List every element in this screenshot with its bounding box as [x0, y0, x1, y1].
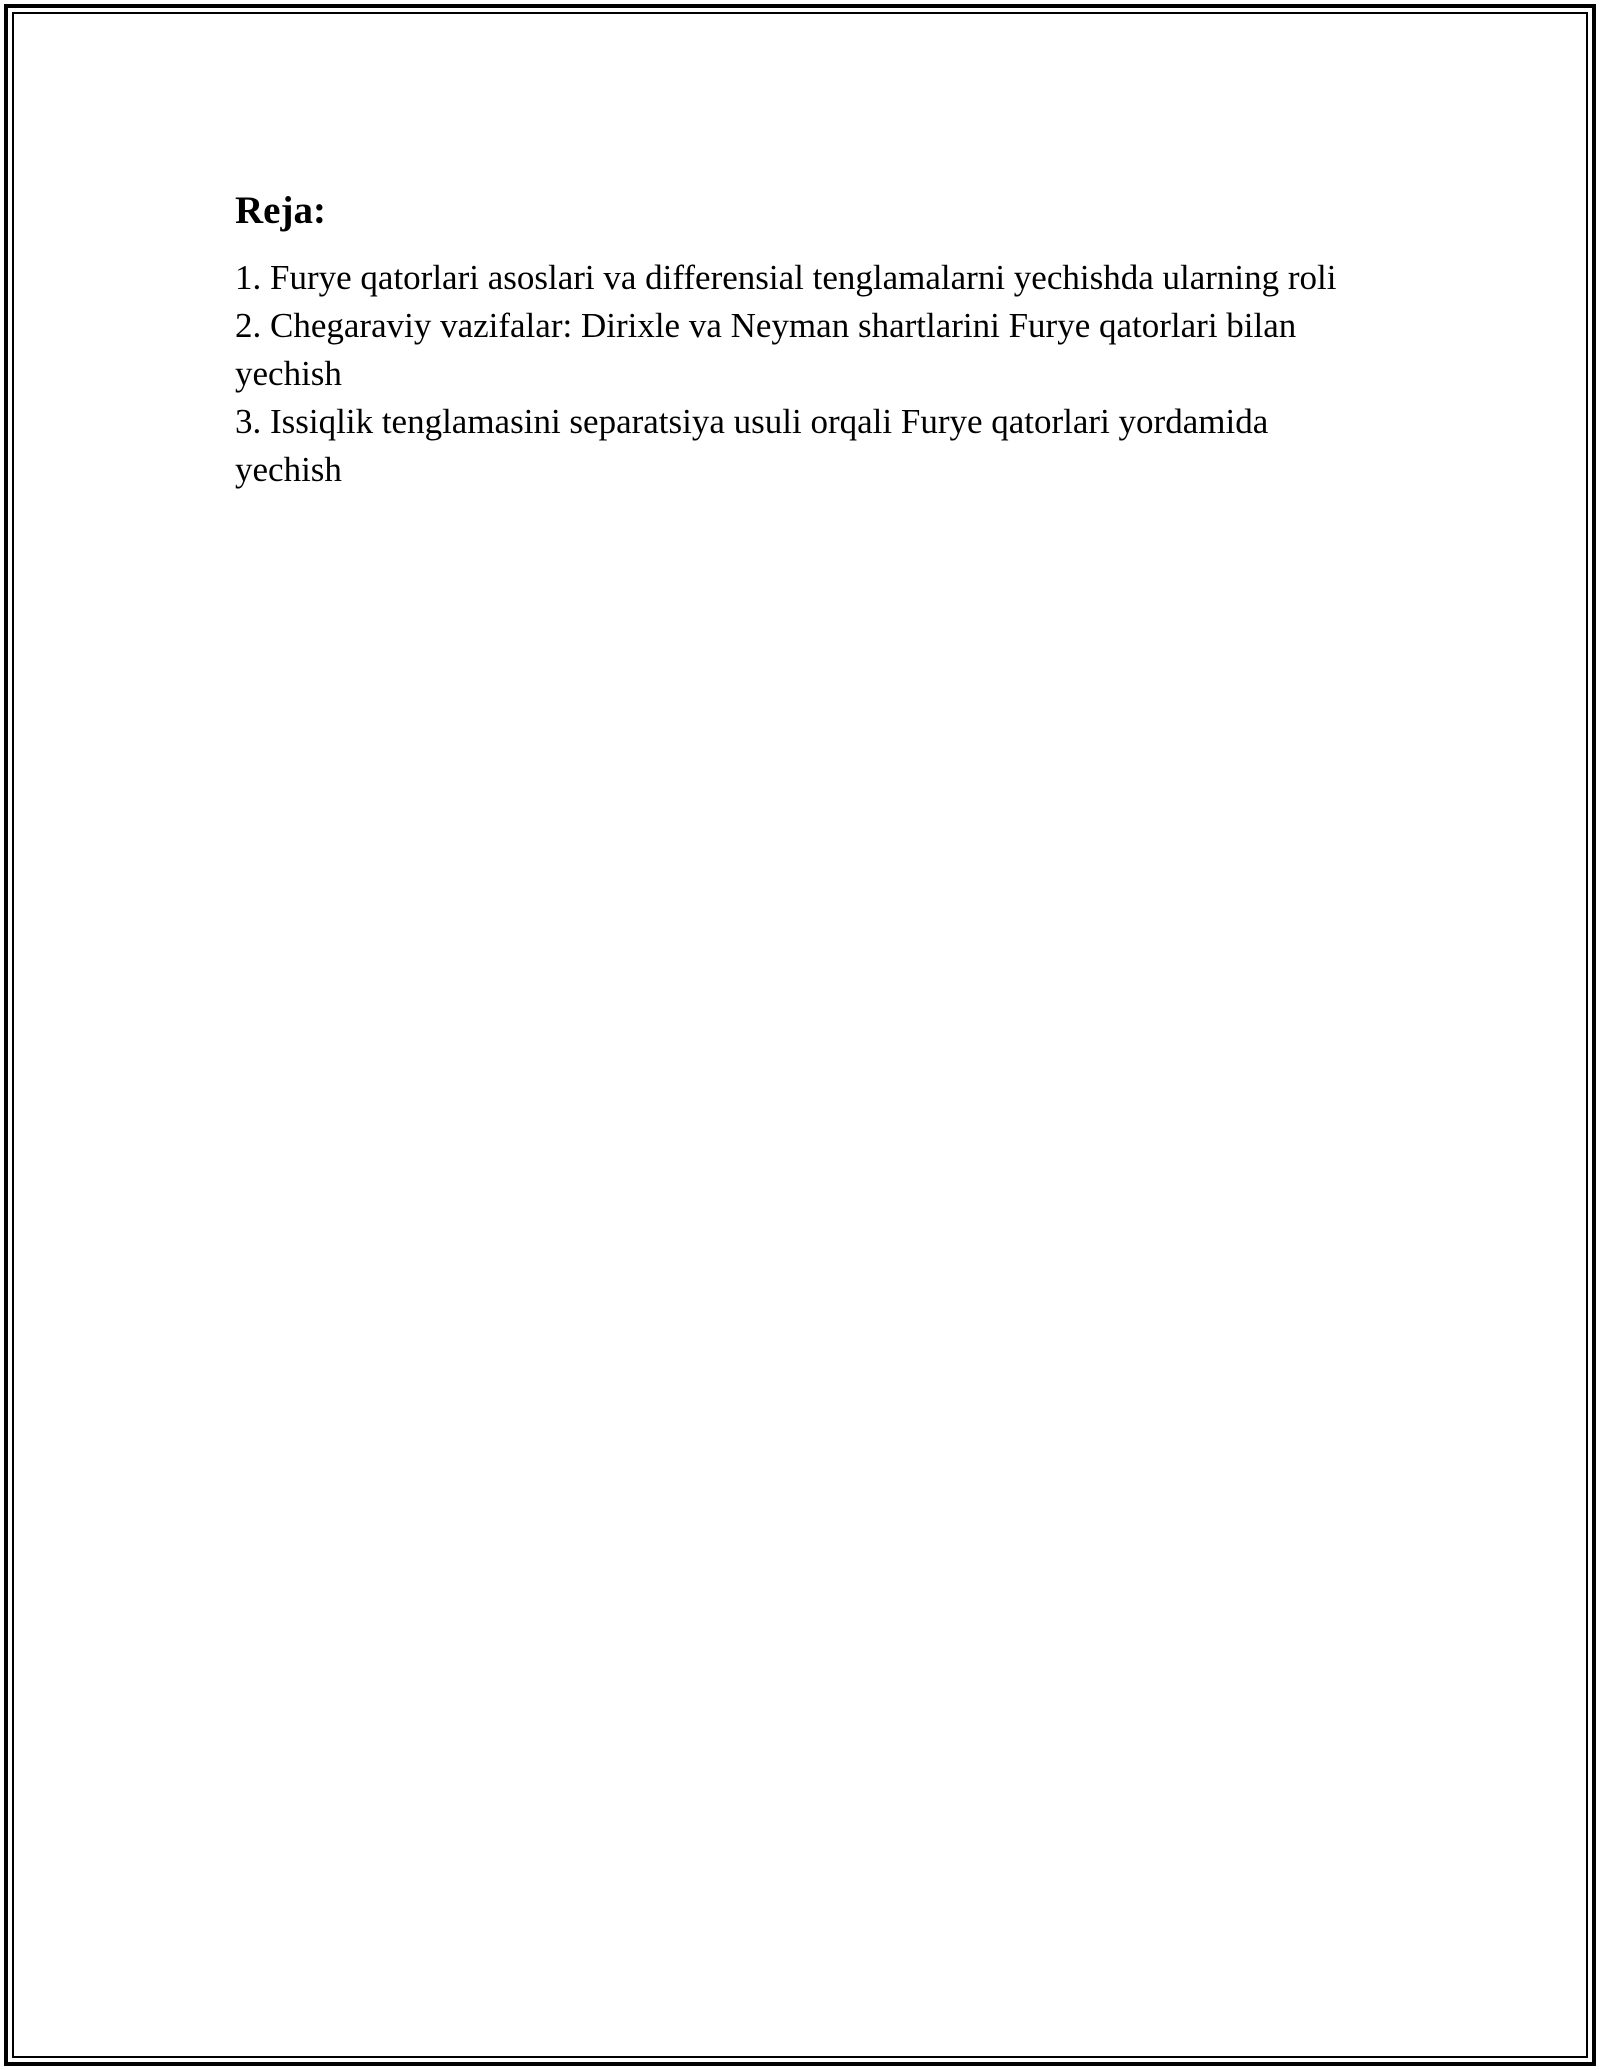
plan-heading: Reja:: [235, 189, 326, 232]
plan-list: [235, 254, 1365, 494]
plan-item-1: 1. Furye qatorlari asoslari va differensial tenglamalarni yechishda ularning roli: [235, 258, 1337, 297]
document-content: [235, 186, 1365, 494]
plan-item-2: 2. Chegaraviy vazifalar: Dirixle va Neyman shartlarini Furye qatorlari bilan yechish: [235, 306, 1297, 393]
plan-item-3: 3. Issiqlik tenglamasini separatsiya usuli orqali Furye qatorlari yordamida yechish: [235, 402, 1269, 489]
